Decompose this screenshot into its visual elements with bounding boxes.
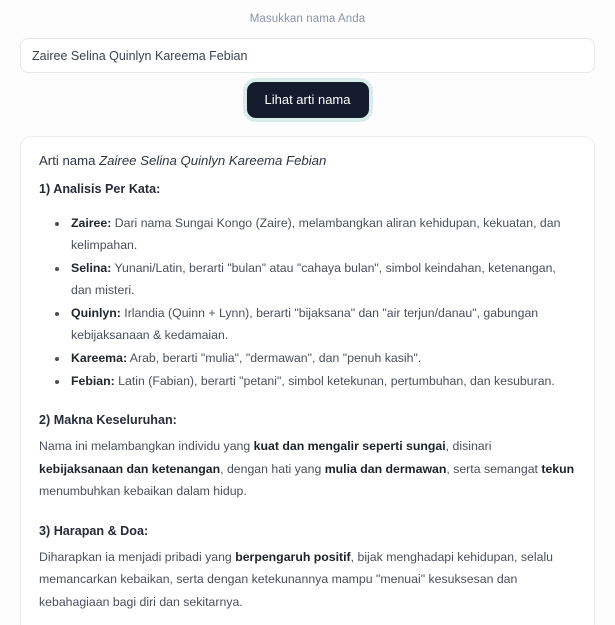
- name-form: [0, 0, 615, 118]
- word-analysis-item: [69, 212, 576, 256]
- makna-emphasis: tekun: [541, 461, 575, 476]
- section-heading-makna: 2) Makna Keseluruhan:: [39, 413, 177, 427]
- harapan-emphasis: berpengaruh positif: [235, 549, 351, 564]
- makna-text: , disinari: [445, 439, 492, 453]
- word-analysis-item: [69, 302, 576, 346]
- word-term: Selina:: [71, 261, 112, 275]
- word-meaning: Arab, berarti "mulia", "dermawan", dan "penuh kasih".: [127, 351, 422, 365]
- makna-emphasis: kebijaksanaan dan ketenangan: [39, 461, 221, 476]
- word-meaning: Yunani/Latin, berarti "bulan" atau "cahaya bulan", simbol keindahan, ketenangan, dan misteri.: [71, 261, 556, 297]
- name-input-label: Masukkan nama Anda: [249, 13, 366, 25]
- section-heading-analisis: 1) Analisis Per Kata:: [39, 182, 161, 196]
- section-makna: [39, 411, 576, 503]
- harapan-paragraph: [39, 546, 576, 614]
- makna-text: Nama ini melambangkan individu yang: [39, 439, 254, 453]
- harapan-text: , bijak menghadapi kehidupan, selalu memancarkan kebaikan, serta dengan ketekunannya mampu "menuai" kesuksesan dan kebahagiaan bagi diri dan sekitarnya.: [39, 549, 554, 609]
- result-title: [39, 151, 576, 171]
- makna-paragraph: [39, 435, 576, 503]
- word-term: Febian:: [71, 374, 115, 388]
- name-input[interactable]: [20, 38, 595, 73]
- result-title-name: Zairee Selina Quinlyn Kareema Febian: [99, 153, 327, 168]
- word-analysis-item: [69, 347, 576, 369]
- makna-emphasis: kuat dan mengalir seperti sungai: [253, 439, 446, 453]
- word-meaning: Dari nama Sungai Kongo (Zaire), melambangkan aliran kehidupan, kekuatan, dan kelimpahan.: [71, 216, 561, 252]
- makna-text: , serta semangat: [446, 461, 542, 476]
- word-analysis-list: [39, 212, 576, 392]
- word-meaning: Irlandia (Quinn + Lynn), berarti "bijaksana" dan "air terjun/danau", gabungan kebijaksanaan & kedamaian.: [71, 306, 539, 342]
- result-title-prefix: Arti nama: [39, 153, 100, 168]
- submit-row: [20, 82, 595, 118]
- word-term: Kareema:: [71, 351, 128, 365]
- word-term: Zairee:: [71, 216, 112, 230]
- section-harapan: [39, 522, 576, 614]
- section-heading-harapan: 3) Harapan & Doa:: [39, 523, 149, 538]
- makna-emphasis: mulia dan dermawan: [324, 461, 447, 476]
- show-name-meaning-button[interactable]: Lihat arti nama: [247, 82, 369, 118]
- result-card: [20, 136, 595, 625]
- word-analysis-item: [69, 257, 576, 301]
- makna-text: , dengan hati yang: [220, 461, 325, 476]
- harapan-text: Diharapkan ia menjadi pribadi yang: [39, 549, 236, 564]
- word-analysis-item: [69, 370, 576, 392]
- word-meaning: Latin (Fabian), berarti "petani", simbol ketekunan, pertumbuhan, dan kesuburan.: [114, 374, 555, 388]
- word-term: Quinlyn:: [71, 306, 121, 320]
- makna-text: menumbuhkan kebaikan dalam hidup.: [39, 484, 247, 498]
